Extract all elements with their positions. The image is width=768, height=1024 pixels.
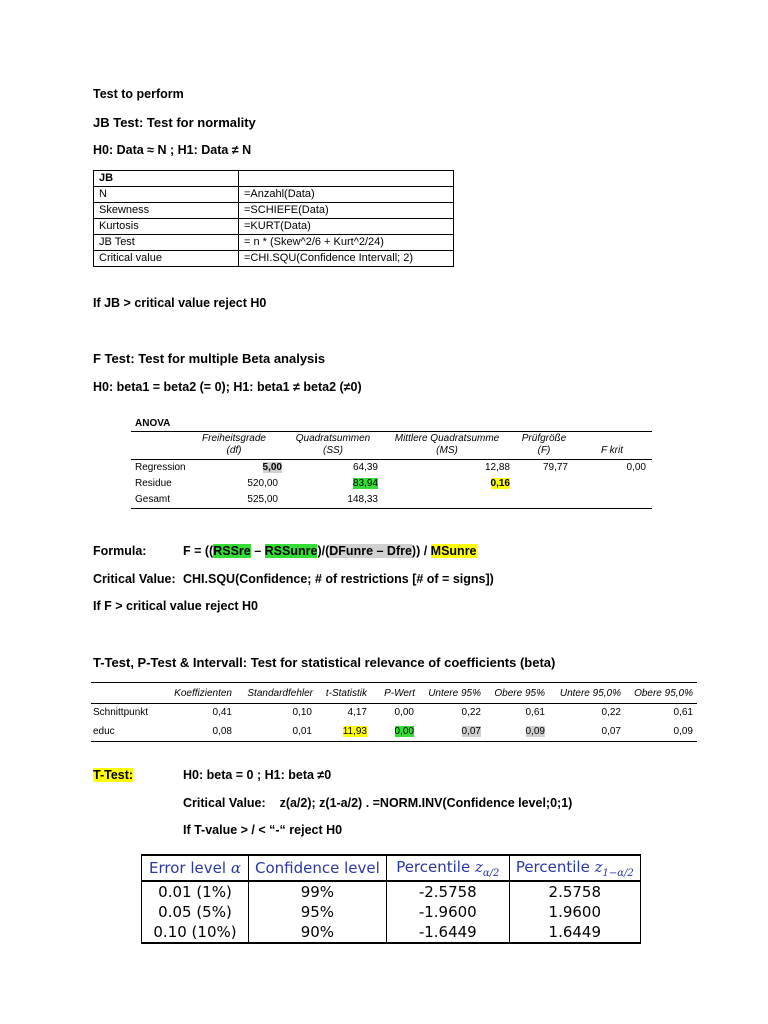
table-row: Skewness =SCHIEFE(Data)	[94, 203, 454, 219]
f-decision: If F > critical value reject H0	[93, 599, 259, 613]
table-row: N =Anzahl(Data)	[94, 187, 454, 203]
f-critical: CHI.SQU(Confidence; # of restrictions [# of = signs])	[183, 572, 494, 586]
critical-label: Critical Value:	[93, 572, 176, 586]
table-row: Critical value =CHI.SQU(Confidence Intervall; 2)	[94, 251, 454, 267]
anova-row-label: Regression	[135, 462, 186, 473]
jb-decision: If JB > critical value reject H0	[93, 296, 267, 310]
anova-header-ms: Mittlere Quadratsumme (MS)	[394, 433, 500, 456]
formula-label: Formula:	[93, 544, 147, 558]
table-row	[94, 171, 454, 187]
f-hypothesis: H0: beta1 = beta2 (= 0); H1: beta1 ≠ beta2 (≠0)	[93, 380, 362, 394]
table-row: 0.10 (10%) 90% -1.6449 1.6449	[142, 922, 641, 943]
jb-table	[93, 170, 454, 267]
anova-header-fkrit: F krit	[600, 445, 624, 456]
jb-title: JB Test: Test for normality	[93, 115, 256, 130]
anova-header-ss: Quadratsummen (SS)	[295, 433, 371, 456]
ttest-hypothesis: H0: beta = 0 ; H1: beta ≠0	[183, 768, 332, 782]
f-formula: F = ((RSSre – RSSunre)/(DFunre – Dfre)) / MSunre	[183, 544, 477, 558]
table-row-label: Schnittpunkt	[93, 707, 149, 718]
ttest-label: T-Test:	[93, 768, 134, 782]
table-row: 0.05 (5%) 95% -1.9600 1.9600	[142, 902, 641, 922]
intro-heading: Test to perform	[93, 87, 184, 101]
jb-hypothesis: H0: Data ≈ N ; H1: Data ≠ N	[93, 143, 252, 157]
table-row: JB Test = n * (Skew^2/6 + Kurt^2/24)	[94, 235, 454, 251]
table-row-label: educ	[93, 726, 115, 737]
anova-title: ANOVA	[135, 418, 171, 429]
table-row: Error level α Confidence level Percentile $z_{\alpha/2}$ Percentile $z_{1-\alpha/2}$	[142, 855, 641, 881]
table-row: Kurtosis =KURT(Data)	[94, 219, 454, 235]
jb-header-cell: JB	[94, 171, 239, 187]
anova-header-df: Freiheitsgrade (df)	[202, 433, 266, 456]
anova-row-label: Residue	[135, 478, 172, 489]
ttest-decision: If T-value > / < “-“ reject H0	[183, 823, 343, 837]
t-title: T-Test, P-Test & Intervall: Test for statistical relevance of coefficients (beta)	[93, 655, 556, 670]
anova-header-f: Prüfgröße (F)	[521, 433, 567, 456]
ttest-critical: Critical Value: z(a/2); z(1-a/2) . =NORM.INV(Confidence level;0;1)	[183, 796, 573, 810]
percentile-table	[141, 854, 641, 944]
anova-row-label: Gesamt	[135, 494, 171, 505]
table-row: 0.01 (1%) 99% -2.5758 2.5758	[142, 881, 641, 902]
f-title: F Test: Test for multiple Beta analysis	[93, 351, 326, 366]
